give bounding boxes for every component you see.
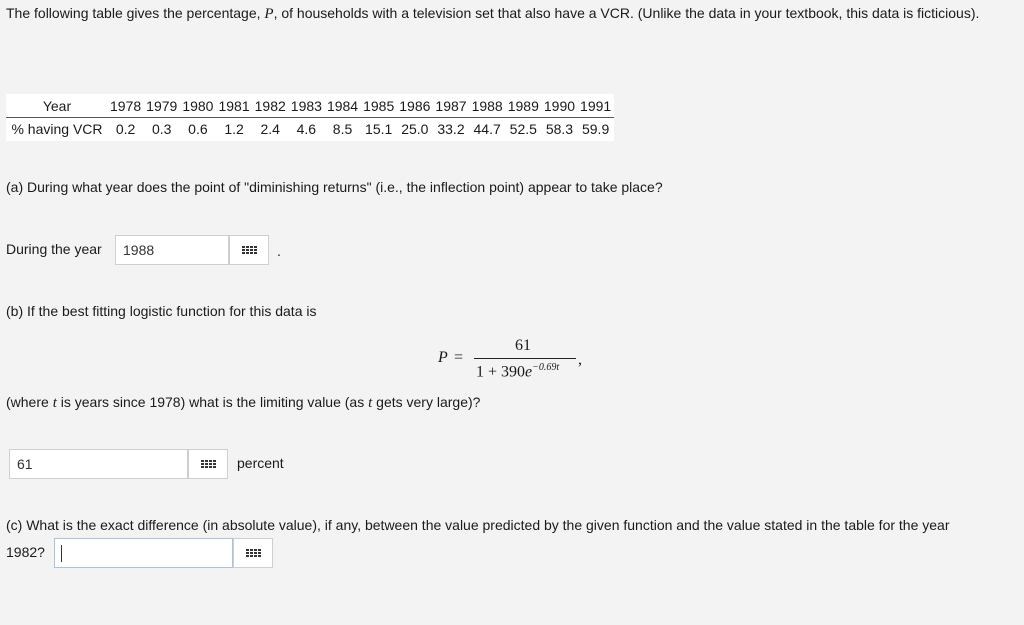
year-cell: 1982 xyxy=(252,95,288,118)
formula-numerator: 61 xyxy=(515,337,531,354)
year-row-header: Year xyxy=(7,95,108,118)
formula-trailing-comma: , xyxy=(578,351,582,368)
fraction-bar xyxy=(474,358,576,359)
vcr-data-table xyxy=(6,94,614,141)
where-after: gets very large)? xyxy=(372,394,481,410)
where-before: (where xyxy=(6,394,53,410)
formula-denominator xyxy=(476,362,559,381)
percent-cell: 59.9 xyxy=(578,118,614,141)
intro-paragraph xyxy=(6,3,1011,25)
part-b-unit: percent xyxy=(237,455,284,471)
part-b-where-text xyxy=(6,394,480,412)
keyboard-icon xyxy=(242,246,257,254)
year-cell: 1991 xyxy=(578,95,614,118)
year-cell: 1988 xyxy=(469,95,505,118)
part-c-question: (c) What is the exact difference (in absolute value), if any, between the value predicted by the given function and the value stated in the table for the year xyxy=(6,517,950,533)
year-cell: 1987 xyxy=(433,95,469,118)
where-mid: is years since 1978) what is the limiting value (as xyxy=(56,394,369,410)
part-c-keyboard-button[interactable] xyxy=(233,538,273,568)
percent-cell: 15.1 xyxy=(365,121,393,137)
formula-den-exponent: −0.69t xyxy=(532,362,560,373)
formula-den-e: e xyxy=(525,363,533,381)
intro-text-before: The following table gives the percentage, xyxy=(6,5,265,21)
keyboard-icon xyxy=(201,460,216,468)
part-a-answer-input[interactable]: 1988 xyxy=(115,235,229,265)
part-b-keyboard-button[interactable] xyxy=(188,449,228,479)
part-b-question: (b) If the best fitting logistic function for this data is xyxy=(6,303,317,319)
percent-cell: 0.3 xyxy=(152,121,172,137)
year-cell: 1986 xyxy=(397,95,433,118)
part-a-keyboard-button[interactable] xyxy=(229,235,269,265)
where-variable-t: t xyxy=(52,395,57,411)
year-cell: 1978 xyxy=(108,95,144,118)
intro-variable-p: P xyxy=(264,6,274,22)
part-a-suffix: . xyxy=(277,243,281,259)
part-a-question: (a) During what year does the point of "diminishing returns" (i.e., the inflection point) appear to take place? xyxy=(6,179,663,195)
percent-row xyxy=(7,118,614,141)
percent-cell: 2.4 xyxy=(260,121,280,137)
formula-equals: = xyxy=(454,349,464,366)
formula-lhs: P xyxy=(438,349,448,366)
percent-cell: 0.2 xyxy=(115,121,136,137)
part-a-prefix: During the year xyxy=(6,241,102,257)
percent-row-header: % having VCR xyxy=(11,121,103,137)
year-row xyxy=(7,95,614,118)
logistic-formula xyxy=(436,335,606,383)
text-cursor xyxy=(61,545,62,562)
percent-cell: 8.5 xyxy=(324,118,360,141)
percent-cell: 44.7 xyxy=(473,121,501,137)
year-cell: 1984 xyxy=(324,95,360,118)
part-c-answer-input[interactable] xyxy=(54,538,233,568)
percent-cell: 4.6 xyxy=(296,121,317,137)
percent-cell: 25.0 xyxy=(401,121,429,137)
year-cell: 1981 xyxy=(216,95,252,118)
year-cell: 1990 xyxy=(541,95,577,118)
year-cell: 1985 xyxy=(361,95,397,118)
where-variable-t: t xyxy=(368,395,373,411)
part-b-answer-input[interactable]: 61 xyxy=(9,449,188,479)
percent-cell: 1.2 xyxy=(216,118,252,141)
year-cell: 1989 xyxy=(505,95,541,118)
year-cell: 1979 xyxy=(144,95,180,118)
keyboard-icon xyxy=(246,549,261,557)
percent-cell: 33.2 xyxy=(433,118,469,141)
year-cell: 1980 xyxy=(180,95,216,118)
percent-cell: 0.6 xyxy=(180,118,216,141)
intro-text-after: , of households with a television set that also have a VCR. (Unlike the data in your textbook, this data is ficticious). xyxy=(273,5,980,21)
formula-den-main: 1 + 390 xyxy=(476,363,526,381)
percent-cell: 58.3 xyxy=(545,121,574,137)
percent-cell: 52.5 xyxy=(509,121,537,137)
part-c-year-prefix: 1982? xyxy=(6,544,45,560)
year-cell: 1983 xyxy=(288,95,324,118)
